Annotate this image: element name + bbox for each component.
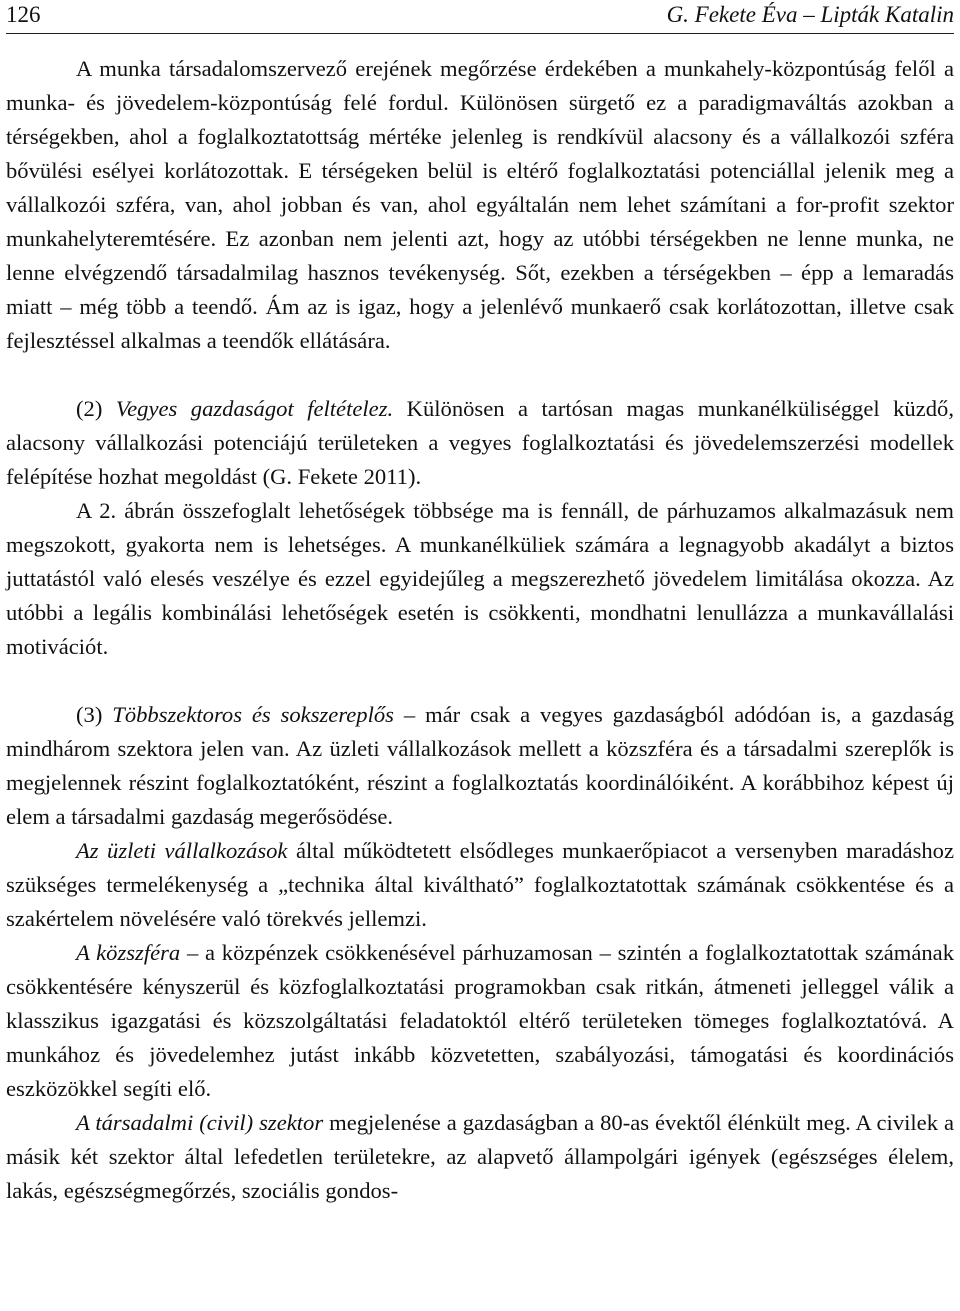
body-text [6,52,954,1208]
page-header [6,0,954,34]
list-number-2: (2) [76,396,103,421]
paragraph-2-text: Különösen a tartósan magas munkanélküliséggel küzdő, alacsony vállalkozási potenciájú területeken a vegyes foglalkoztatási és jövedelemszerzési modellek felépítése hozhat megoldást (G. Fekete 2011). [6,396,955,489]
paragraph-4 [6,698,954,834]
paragraph-2-emphasis: Vegyes gazdaságot feltételez. [115,396,394,421]
paragraph-7 [6,1106,954,1208]
page-number: 126 [6,2,41,27]
paragraph-1: A munka társadalomszervező erejének megőrzése érdekében a munkahely-központúság felől a munka- és jövedelem-központúság felé fordul. Különösen sürgető ez a paradigmaváltás azokban a térségekben, ahol a foglalkoztatottság mértéke jelenleg is rendkívül alacsony és a vállalkozói szféra bővülési esélyei korlátozottak. E térségeken belül is eltérő foglalkoztatási potenciállal jelenik meg a vállalkozói szféra, van, ahol jobban és van, ahol egyáltalán nem lehet számítani a for-profit szektor munkahelyteremtésére. Ez azonban nem jelenti azt, hogy az utóbbi térségekben ne lenne munka, ne lenne elvégzendő társadalmilag hasznos tevékenység. Sőt, ezekben a térségekben – épp a lemaradás miatt – még több a teendő. Ám az is igaz, hogy a jelenlévő munkaerő csak korlátozottan, illetve csak fejlesztéssel alkalmas a teendők ellátására. [6,56,954,353]
paragraph-5 [6,834,954,936]
paragraph-4-emphasis: Többszektoros és sokszereplős [112,702,394,727]
paragraph-7-text: megjelenése a gazdaságban a 80-as évektől élénkült meg. A civilek a másik két szektor által lefedetlen területekre, az alapvető állampolgári igények (egészséges élelem, lakás, egészségmegőrzés, szociális gondos- [6,1110,954,1203]
paragraph-6-text: – a közpénzek csökkenésével párhuzamosan – szintén a foglalkoztatottak számának csökkentésére kényszerül és közfoglalkoztatási programokban csak ritkán, átmeneti jelleggel válik a klasszikus igazgatási és közszolgáltatási feladatoktól eltérő területeken tömeges foglalkoztatóvá. A munkához és jövedelemhez jutást inkább közvetetten, szabályozási, támogatási és koordinációs eszközökkel segíti elő. [6,940,955,1101]
paragraph-5-emphasis: Az üzleti vállalkozások [76,838,288,863]
paragraph-6-emphasis: A közszféra [76,940,181,965]
list-number-3: (3) [76,702,103,727]
paragraph-2 [6,392,954,494]
paragraph-6 [6,936,954,1106]
paragraph-3: A 2. ábrán összefoglalt lehetőségek többsége ma is fennáll, de párhuzamos alkalmazásuk nem megszokott, gyakorta nem is lehetséges. A munkanélküliek számára a legnagyobb akadályt a biztos juttatástól való elesés veszélye és ezzel egyidejűleg a megszerezhető jövedelem limitálása okozza. Az utóbbi a legális kombinálási lehetőségek esetén is csökkenti, mondhatni lenullázza a munkavállalási motivációt. [6,498,954,659]
paragraph-7-emphasis: A társadalmi (civil) szektor [76,1110,324,1135]
document-page [6,0,955,1203]
running-head: G. Fekete Éva – Lipták Katalin [666,2,954,27]
paragraph-5-text: által működtetett elsődleges munkaerőpiacot a versenyben maradáshoz szükséges termelékenység a „technika által kiváltható” foglalkoztatottak számának csökkentése és a szakértelem növelésére való törekvés jellemzi. [6,838,954,931]
paragraph-4-text: – már csak a vegyes gazdaságból adódóan is, a gazdaság mindhárom szektora jelen van. Az üzleti vállalkozások mellett a közszféra és a társadalmi szereplők is megjelennek részint foglalkoztatóként, részint a foglalkoztatás koordinálóiként. A korábbihoz képest új elem a társadalmi gazdaság megerősödése. [6,702,954,829]
